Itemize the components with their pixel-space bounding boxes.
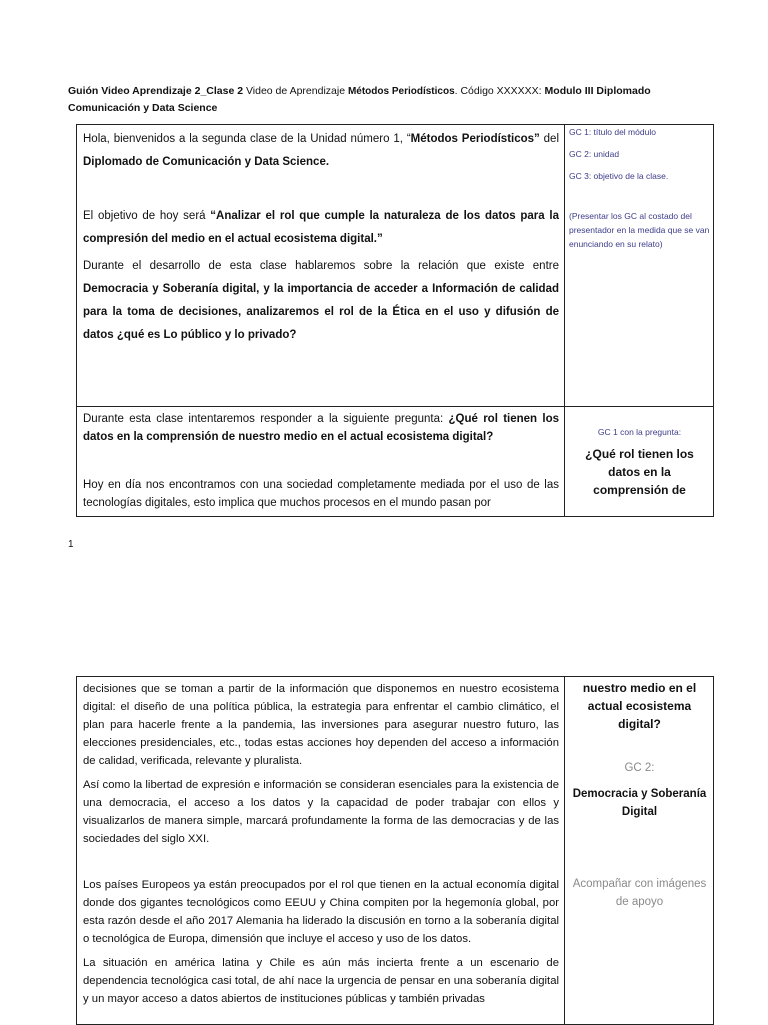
gc-cell [565, 125, 714, 407]
script-table-page1 [76, 124, 714, 517]
module-name: Modulo III Diplomado Comunicación y Data Science [68, 85, 651, 114]
gc2-label: GC 2: [624, 762, 655, 774]
gc3-note: GC 3: objetivo de la clase. [569, 171, 669, 181]
gc2-title: Democracia y Soberanía Digital [572, 788, 707, 818]
narration-cell [77, 677, 565, 1025]
objective-paragraph: El objetivo de hoy será “Analizar el rol que cumple la naturaleza de los datos para la compresión del medio en el actual ecosistema digital.” [83, 210, 560, 245]
support-images-note: Acompañar con imágenes de apoyo [572, 878, 707, 908]
gc1-note: GC 1: título del módulo [569, 127, 656, 137]
gc-cell [565, 407, 714, 517]
europe-paragraph: Los países Europeos ya están preocupados por el rol que tienen en la actual economía digital donde dos gigantes tecnológicos como EEUU y China compiten por la hegemonía global, por esta razón desde el año 2017 Alemania ha liderado la discusión en torno a la soberanía digital o tecnológica de Europa, dimensión que incluye el acceso y uso de los datos. [83, 879, 559, 945]
gc-instructions: (Presentar los GC al costado del presentador en la medida que se van enunciando en su relato) [569, 211, 710, 249]
gc1-question-label: GC 1 con la pregunta: [597, 427, 682, 437]
gc1-question-continued: nuestro medio en el actual ecosistema digital? [582, 681, 697, 731]
intro-paragraph: Hola, bienvenidos a la segunda clase de la Unidad número 1, “Métodos Periodísticos” del Diplomado de Comunicación y Data Science. [83, 133, 559, 168]
table-row [77, 407, 714, 517]
document-header [68, 83, 700, 116]
table-row [77, 677, 714, 1025]
course-name: Métodos Periodísticos [347, 86, 455, 97]
video-type: Video de Aprendizaje [243, 85, 348, 97]
topics-paragraph: Durante el desarrollo de esta clase hablaremos sobre la relación que existe entre Democracia y Soberanía digital, y la importancia de acceder a Información de calidad para la toma de decisiones, analizaremos el rol de la Ética en el uso y difusión de datos ¿qué es Lo público y lo privado? [83, 260, 559, 341]
gc1-question-text: ¿Qué rol tienen los datos en la comprensión de [585, 447, 694, 497]
script-title: Guión Video Aprendizaje 2_Clase 2 [68, 85, 244, 97]
democracy-paragraph: Así como la libertad de expresión e información se consideran esenciales para la existencia de una democracia, el acceso a los datos y la capacidad de poder trabajar con ellos y visualizarlos de manera simple, marcará profundamente la forma de las democracias y de las sociedades del siglo XXI. [83, 779, 559, 845]
gc-cell [565, 677, 714, 1025]
decisions-paragraph: decisiones que se toman a partir de la información que disponemos en nuestro ecosistema digital: el diseño de una política pública, la estrategia para enfrentar el cambio climático, el plan para hacerle frente a la pandemia, las inversiones para asegurar nuestro futuro, las elecciones presidenciales, etc., todas estas acciones hoy dependen del acceso a información de calidad, verificada, relevante y pluralista. [83, 683, 559, 767]
page-number: 1 [68, 539, 74, 550]
course-code: . Código XXXXXX: [454, 85, 545, 97]
narration-cell [77, 407, 565, 517]
latam-paragraph: La situación en américa latina y Chile es aún más incierta frente a un escenario de dependencia tecnológica casi total, de ahí nace la urgencia de pensar en una soberanía digital y un mayor acceso a datos abiertos de instituciones públicas y también privadas [83, 957, 559, 1005]
table-row [77, 125, 714, 407]
context-paragraph: Hoy en día nos encontramos con una sociedad completamente mediada por el uso de las tecnologías digitales, esto implica que muchos procesos en el mundo pasan por [83, 479, 559, 509]
question-paragraph: Durante esta clase intentaremos responder a la siguiente pregunta: ¿Qué rol tienen los datos en la comprensión de nuestro medio en el actual ecosistema digital? [83, 413, 559, 443]
gc2-note: GC 2: unidad [569, 149, 620, 159]
narration-cell [77, 125, 565, 407]
script-table-page2 [76, 676, 714, 1025]
